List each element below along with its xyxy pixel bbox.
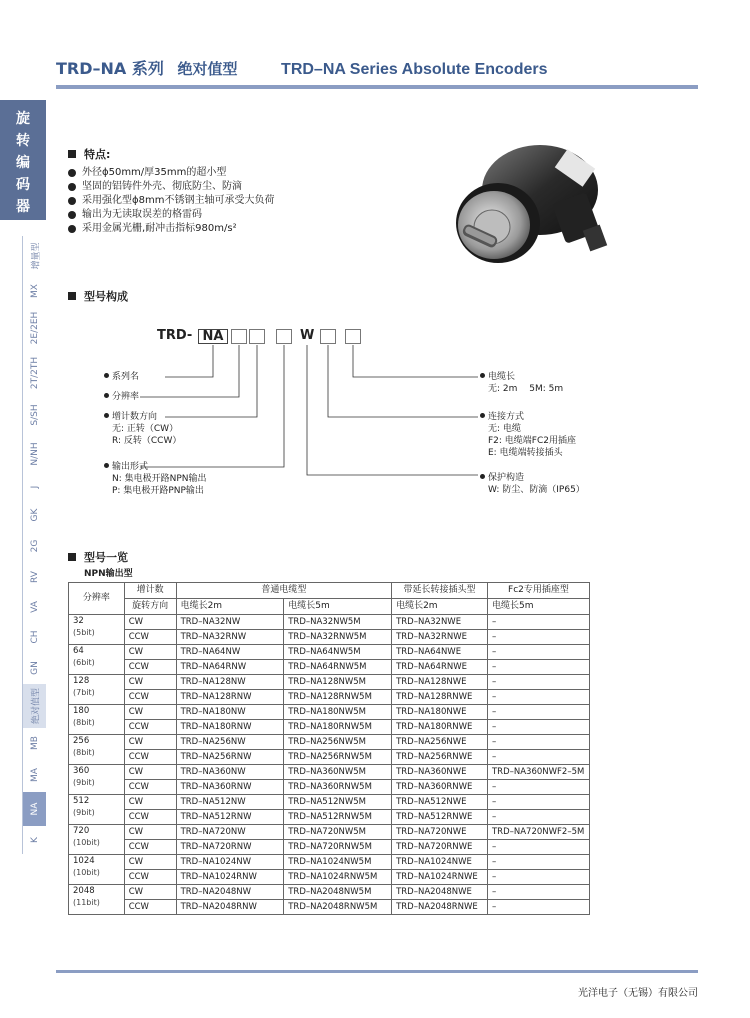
table-cell: TRD–NA720NW — [176, 825, 284, 840]
table-cell: TRD–NA512RNWE — [392, 810, 488, 825]
sidebar-tab-label: 2G — [29, 539, 40, 553]
table-cell: – — [487, 810, 589, 825]
model-table — [68, 582, 590, 915]
table-row — [69, 645, 590, 660]
table-cell: – — [487, 675, 589, 690]
resolution-value: 2048 — [73, 886, 95, 896]
sidebar-tab[interactable] — [22, 622, 46, 652]
resolution-bits: (8bit) — [73, 748, 95, 757]
sidebar-tab-label: GN — [29, 661, 40, 675]
table-cell: TRD–NA512NW5M — [284, 795, 392, 810]
cell-resolution — [69, 765, 125, 795]
model-w: W — [300, 328, 315, 343]
table-cell: – — [487, 705, 589, 720]
sidebar-tab-label: MA — [29, 768, 40, 782]
table-cell: TRD–NA180NWE — [392, 705, 488, 720]
table-cell: TRD–NA256NW — [176, 735, 284, 750]
resolution-value: 360 — [73, 766, 90, 776]
table-cell: TRD–NA360RNW — [176, 780, 284, 795]
th-direction-2: 旋转方向 — [124, 599, 176, 615]
table-cell: TRD–NA64RNWE — [392, 660, 488, 675]
features-heading: 特点: — [68, 146, 110, 162]
table-cell: – — [487, 630, 589, 645]
table-row — [69, 720, 590, 735]
table-cell: TRD–NA64NW — [176, 645, 284, 660]
sidebar-tab[interactable] — [22, 684, 46, 728]
table-cell: CCW — [124, 810, 176, 825]
feature-item: 采用金属光栅,耐冲击指标980m/s² — [68, 222, 274, 236]
table-cell: TRD–NA512NW — [176, 795, 284, 810]
table-row — [69, 855, 590, 870]
table-row — [69, 885, 590, 900]
table-cell: TRD–NA128RNW5M — [284, 690, 392, 705]
table-cell: CCW — [124, 870, 176, 885]
title-cn: TRD–NA 系列 — [56, 59, 164, 78]
table-cell: TRD–NA2048NW5M — [284, 885, 392, 900]
table-cell: TRD–NA360RNWE — [392, 780, 488, 795]
table-cell: CW — [124, 675, 176, 690]
table-cell: TRD–NA512RNW — [176, 810, 284, 825]
feature-item: 坚固的铝铸件外壳、彻底防尘、防滴 — [68, 180, 274, 194]
table-row — [69, 705, 590, 720]
sidebar-tab-label: MX — [29, 284, 40, 298]
table-cell: TRD–NA180NW5M — [284, 705, 392, 720]
feature-item: 采用强化型ϕ8mm不锈钢主轴可承受大负荷 — [68, 194, 274, 208]
label-series: 系列名 — [104, 371, 139, 383]
resolution-value: 64 — [73, 646, 84, 656]
table-cell: CCW — [124, 630, 176, 645]
label-resolution: 分辨率 — [104, 391, 139, 403]
table-cell: TRD–NA2048RNW5M — [284, 900, 392, 915]
table-cell: TRD–NA180RNWE — [392, 720, 488, 735]
table-cell: CCW — [124, 720, 176, 735]
sidebar-tab-label: 2T/2TH — [29, 356, 40, 390]
table-cell: TRD–NA180RNW — [176, 720, 284, 735]
sidebar-tab-label: VA — [29, 601, 40, 613]
table-cell: TRD–NA720RNW — [176, 840, 284, 855]
table-row — [69, 840, 590, 855]
sidebar-tab[interactable] — [22, 530, 46, 562]
table-cell: TRD–NA360NWE — [392, 765, 488, 780]
resolution-bits: (6bit) — [73, 658, 95, 667]
resolution-value: 180 — [73, 706, 90, 716]
cell-resolution — [69, 675, 125, 705]
sidebar-tab[interactable] — [22, 652, 46, 684]
cell-resolution — [69, 855, 125, 885]
table-cell: – — [487, 735, 589, 750]
sidebar-tab-label: 绝对值型 — [31, 687, 41, 725]
label-protection: 保护构造 W: 防尘、防滴（IP65） — [480, 472, 585, 496]
cell-resolution — [69, 645, 125, 675]
label-output: 输出形式 N: 集电极开路NPN输出 P: 集电极开路PNP输出 — [104, 461, 207, 497]
table-cell: CW — [124, 765, 176, 780]
table-cell: TRD–NA256NW5M — [284, 735, 392, 750]
table-cell: TRD–NA2048RNWE — [392, 900, 488, 915]
footer-rule — [56, 970, 698, 973]
table-cell: TRD–NA360NW — [176, 765, 284, 780]
npn-label: NPN输出型 — [84, 569, 133, 579]
th-len2b: 电缆长2m — [392, 599, 488, 615]
table-cell: TRD–NA1024NW — [176, 855, 284, 870]
feature-item: 外径ϕ50mm/厚35mm的超小型 — [68, 166, 274, 180]
sidebar-tab[interactable] — [22, 592, 46, 622]
table-cell: – — [487, 750, 589, 765]
sidebar-tab-label: NA — [29, 802, 40, 816]
sidebar-tab-label: GK — [29, 508, 40, 522]
feature-item: 输出为无读取误差的格雷码 — [68, 208, 274, 222]
table-cell: TRD–NA256RNW — [176, 750, 284, 765]
th-fc2: Fc2专用插座型 — [487, 583, 589, 599]
table-row — [69, 660, 590, 675]
table-cell: – — [487, 720, 589, 735]
th-normal: 普通电缆型 — [176, 583, 391, 599]
table-cell: TRD–NA1024RNWE — [392, 870, 488, 885]
resolution-bits: (8bit) — [73, 718, 95, 727]
list-heading: 型号一览 — [68, 549, 128, 565]
table-cell: TRD–NA128RNWE — [392, 690, 488, 705]
table-cell: CW — [124, 645, 176, 660]
table-cell: TRD–NA2048RNW — [176, 900, 284, 915]
sidebar-tab[interactable] — [22, 826, 46, 854]
table-cell: TRD–NA64RNW — [176, 660, 284, 675]
table-cell: TRD–NA64NW5M — [284, 645, 392, 660]
table-cell: – — [487, 795, 589, 810]
label-connection: 连接方式 无: 电缆 F2: 电缆端FC2用插座 E: 电缆端转接插头 — [480, 411, 576, 459]
table-cell: CCW — [124, 750, 176, 765]
table-cell: – — [487, 780, 589, 795]
table-row — [69, 825, 590, 840]
table-cell: TRD–NA128RNW — [176, 690, 284, 705]
th-resolution: 分辨率 — [69, 583, 125, 615]
cell-resolution — [69, 735, 125, 765]
table-cell: CW — [124, 615, 176, 630]
table-cell: TRD–NA720NW5M — [284, 825, 392, 840]
sidebar-tab-label: 2E/2EH — [29, 311, 40, 345]
sidebar-tab-label: 增量型 — [31, 242, 41, 270]
subtitle-cn: 绝对值型 — [177, 60, 238, 78]
table-cell: CCW — [124, 780, 176, 795]
resolution-bits: (10bit) — [73, 838, 100, 847]
resolution-value: 1024 — [73, 856, 95, 866]
table-cell: TRD–NA180RNW5M — [284, 720, 392, 735]
resolution-bits: (5bit) — [73, 628, 95, 637]
table-cell: CW — [124, 885, 176, 900]
th-len5: 电缆长5m — [284, 599, 392, 615]
th-len2: 电缆长2m — [176, 599, 284, 615]
table-cell: TRD–NA64RNW5M — [284, 660, 392, 675]
cell-resolution — [69, 825, 125, 855]
table-cell: TRD–NA512RNW5M — [284, 810, 392, 825]
table-cell: – — [487, 870, 589, 885]
resolution-bits: (7bit) — [73, 688, 95, 697]
table-cell: TRD–NA256RNWE — [392, 750, 488, 765]
table-cell: – — [487, 885, 589, 900]
table-cell: – — [487, 645, 589, 660]
table-cell: TRD–NA2048NW — [176, 885, 284, 900]
resolution-value: 32 — [73, 616, 84, 626]
table-cell: TRD–NA32NW — [176, 615, 284, 630]
table-cell: TRD–NA128NW — [176, 675, 284, 690]
table-cell: CW — [124, 825, 176, 840]
table-row — [69, 675, 590, 690]
th-direction-1: 增计数 — [124, 583, 176, 599]
sidebar-tab[interactable] — [22, 758, 46, 792]
table-cell: – — [487, 900, 589, 915]
table-row — [69, 615, 590, 630]
table-cell: TRD–NA720NWE — [392, 825, 488, 840]
sidebar-tab[interactable] — [22, 562, 46, 592]
sidebar-tab-label: S/SH — [29, 404, 40, 426]
table-cell: TRD–NA32RNWE — [392, 630, 488, 645]
table-cell: TRD–NA360RNW5M — [284, 780, 392, 795]
table-cell: TRD–NA512NWE — [392, 795, 488, 810]
table-cell: – — [487, 615, 589, 630]
sidebar-tab[interactable] — [22, 728, 46, 758]
table-row — [69, 795, 590, 810]
table-cell: – — [487, 840, 589, 855]
table-cell: CCW — [124, 690, 176, 705]
resolution-value: 720 — [73, 826, 90, 836]
label-direction: 增计数方向 无: 正转（CW） R: 反转（CCW） — [104, 411, 181, 447]
resolution-bits: (10bit) — [73, 868, 100, 877]
table-cell: CCW — [124, 660, 176, 675]
table-row — [69, 750, 590, 765]
table-cell: TRD–NA256RNW5M — [284, 750, 392, 765]
table-cell: TRD–NA1024NW5M — [284, 855, 392, 870]
model-box-na: NA — [198, 329, 228, 344]
square-bullet-icon — [68, 553, 76, 561]
table-cell: – — [487, 660, 589, 675]
sidebar-tab-label: J — [29, 485, 40, 489]
cell-resolution — [69, 885, 125, 915]
table-row — [69, 735, 590, 750]
th-ext: 带延长转接插头型 — [392, 583, 488, 599]
table-cell: CW — [124, 735, 176, 750]
title-en: TRD–NA Series Absolute Encoders — [281, 61, 548, 78]
table-cell: TRD–NA1024RNW — [176, 870, 284, 885]
label-cable: 电缆长 无: 2m 5M: 5m — [480, 371, 563, 395]
table-cell: TRD–NA32RNW5M — [284, 630, 392, 645]
resolution-value: 128 — [73, 676, 90, 686]
cell-resolution — [69, 795, 125, 825]
table-cell: TRD–NA720RNWE — [392, 840, 488, 855]
sidebar-tab-label: RV — [29, 571, 40, 583]
sidebar-tab-label: N/NH — [29, 442, 40, 466]
sidebar-tab-label: CH — [29, 630, 40, 644]
table-cell: CCW — [124, 900, 176, 915]
resolution-bits: (9bit) — [73, 808, 95, 817]
sidebar-main-label: 旋转编码器 — [16, 111, 30, 215]
table-row — [69, 765, 590, 780]
table-cell: TRD–NA256NWE — [392, 735, 488, 750]
table-cell: TRD–NA32NWE — [392, 615, 488, 630]
table-cell: CCW — [124, 840, 176, 855]
resolution-value: 512 — [73, 796, 90, 806]
resolution-bits: (9bit) — [73, 778, 95, 787]
table-row — [69, 690, 590, 705]
table-cell: – — [487, 690, 589, 705]
table-cell: CW — [124, 795, 176, 810]
table-cell: TRD–NA360NWF2–5M — [487, 765, 589, 780]
table-cell: TRD–NA128NW5M — [284, 675, 392, 690]
table-cell: TRD–NA180NW — [176, 705, 284, 720]
table-row — [69, 780, 590, 795]
th-len5b: 电缆长5m — [487, 599, 589, 615]
table-cell: TRD–NA360NW5M — [284, 765, 392, 780]
table-cell: TRD–NA32NW5M — [284, 615, 392, 630]
table-row — [69, 630, 590, 645]
model-prefix: TRD- — [157, 328, 193, 343]
sidebar-tab-label: MB — [29, 736, 40, 750]
model-heading: 型号构成 — [68, 288, 128, 304]
table-cell: CW — [124, 705, 176, 720]
table-cell: CW — [124, 855, 176, 870]
table-cell: TRD–NA1024RNW5M — [284, 870, 392, 885]
sidebar-tab-label: K — [29, 837, 40, 843]
cell-resolution — [69, 705, 125, 735]
resolution-bits: (11bit) — [73, 898, 100, 907]
table-cell: TRD–NA2048NWE — [392, 885, 488, 900]
table-cell: TRD–NA64NWE — [392, 645, 488, 660]
table-cell: – — [487, 855, 589, 870]
table-cell: TRD–NA32RNW — [176, 630, 284, 645]
table-cell: TRD–NA720NWF2–5M — [487, 825, 589, 840]
table-row — [69, 870, 590, 885]
table-row — [69, 810, 590, 825]
sidebar-tab[interactable] — [22, 792, 46, 826]
table-row — [69, 900, 590, 915]
resolution-value: 256 — [73, 736, 90, 746]
company-name: 光洋电子（无锡）有限公司 — [578, 988, 698, 999]
table-cell: TRD–NA1024NWE — [392, 855, 488, 870]
table-cell: TRD–NA720RNW5M — [284, 840, 392, 855]
table-cell: TRD–NA128NWE — [392, 675, 488, 690]
cell-resolution — [69, 615, 125, 645]
